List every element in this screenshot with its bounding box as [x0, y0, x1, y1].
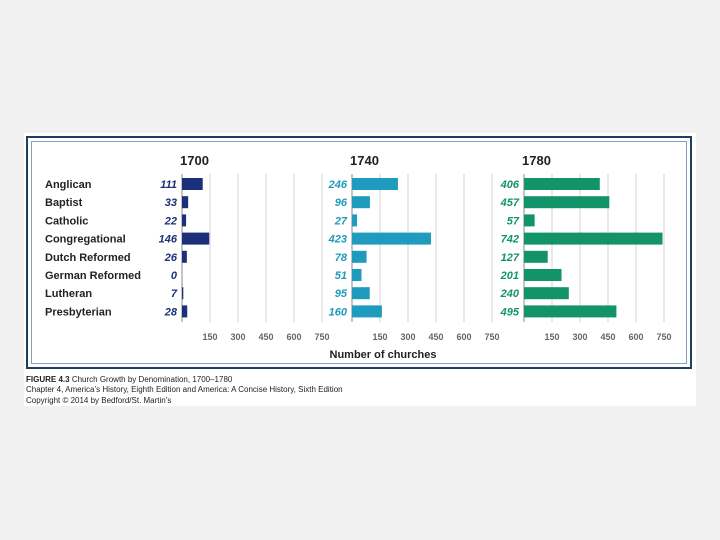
- category-label-german-reformed: German Reformed: [45, 270, 141, 282]
- x-tick-label-1780-600: 600: [628, 332, 644, 342]
- bar-1740-german-reformed: [352, 269, 362, 281]
- bar-1700-catholic: [182, 214, 186, 226]
- bar-1700-anglican: [182, 178, 203, 190]
- value-label-1780-congregational: 742: [500, 233, 519, 246]
- category-label-dutch-reformed: Dutch Reformed: [45, 251, 131, 264]
- bar-1740-presbyterian: [352, 305, 382, 317]
- value-label-1700-german-reformed: 0: [170, 270, 177, 282]
- category-label-congregational: Congregational: [45, 233, 126, 246]
- value-label-1740-catholic: 27: [334, 215, 347, 228]
- value-label-1780-lutheran: 240: [500, 288, 519, 301]
- value-label-1700-congregational: 146: [158, 233, 177, 246]
- bar-1700-presbyterian: [182, 305, 187, 317]
- x-tick-label-1740-450: 450: [428, 332, 444, 342]
- x-tick-label-1700-750: 750: [314, 332, 330, 342]
- bar-1700-baptist: [182, 196, 188, 208]
- bar-1780-lutheran: [524, 287, 569, 299]
- bar-1700-congregational: [182, 233, 209, 245]
- series-header-1700: 1700: [180, 153, 209, 168]
- chart-frame: [26, 136, 692, 369]
- bar-1780-anglican: [524, 178, 600, 190]
- series-header-1780: 1780: [522, 153, 551, 168]
- bar-1740-baptist: [352, 196, 370, 208]
- category-label-anglican: Anglican: [45, 179, 92, 191]
- value-label-1740-presbyterian: 160: [328, 306, 347, 319]
- value-label-1780-presbyterian: 495: [500, 306, 519, 319]
- caption-line-1: [26, 375, 343, 385]
- value-label-1700-dutch-reformed: 26: [164, 251, 177, 264]
- x-axis-title: Number of churches: [329, 349, 437, 361]
- value-label-1700-catholic: 22: [164, 215, 177, 228]
- figure-title: Church Growth by Denomination, 1700–1780: [71, 375, 233, 384]
- x-tick-label-1700-600: 600: [286, 332, 302, 342]
- bar-1700-lutheran: [182, 287, 183, 299]
- x-tick-label-1700-450: 450: [258, 332, 274, 342]
- category-label-catholic: Catholic: [45, 215, 89, 228]
- x-tick-label-1780-450: 450: [600, 332, 616, 342]
- category-label-baptist: Baptist: [45, 197, 83, 210]
- x-tick-label-1700-300: 300: [230, 332, 246, 342]
- x-tick-label-1780-300: 300: [572, 332, 588, 342]
- figure-caption: [26, 375, 343, 406]
- value-label-1780-anglican: 406: [500, 179, 519, 191]
- value-label-1740-baptist: 96: [334, 197, 347, 210]
- x-tick-label-1700-150: 150: [202, 332, 218, 342]
- value-label-1700-anglican: 111: [160, 179, 177, 191]
- value-label-1740-anglican: 246: [328, 179, 347, 191]
- series-header-1740: 1740: [350, 153, 379, 168]
- bar-1780-baptist: [524, 196, 609, 208]
- value-label-1700-presbyterian: 28: [164, 306, 177, 319]
- bar-1740-congregational: [352, 233, 431, 245]
- bar-1780-presbyterian: [524, 305, 616, 317]
- bar-1700-dutch-reformed: [182, 251, 187, 263]
- x-tick-label-1780-750: 750: [656, 332, 672, 342]
- category-label-lutheran: Lutheran: [45, 288, 93, 301]
- x-tick-label-1740-750: 750: [484, 332, 500, 342]
- value-label-1780-dutch-reformed: 127: [500, 251, 519, 264]
- value-label-1740-congregational: 423: [328, 233, 347, 246]
- caption-copyright: Copyright © 2014 by Bedford/St. Martin’s: [26, 395, 172, 405]
- value-label-1740-lutheran: 95: [334, 288, 347, 301]
- bar-1780-german-reformed: [524, 269, 562, 281]
- bar-1740-dutch-reformed: [352, 251, 367, 263]
- x-tick-label-1740-300: 300: [400, 332, 416, 342]
- value-label-1780-german-reformed: 201: [500, 270, 519, 282]
- bar-1780-dutch-reformed: [524, 251, 548, 263]
- value-label-1700-lutheran: 7: [170, 288, 177, 301]
- caption-line-2: Chapter 4, America’s History, Eighth Edition and America: A Concise History, Sixth Edition: [26, 385, 343, 395]
- value-label-1700-baptist: 33: [164, 197, 177, 210]
- church-growth-chart: [28, 138, 690, 367]
- value-label-1780-catholic: 57: [506, 215, 519, 228]
- x-tick-label-1740-150: 150: [372, 332, 388, 342]
- value-label-1740-dutch-reformed: 78: [334, 251, 347, 264]
- bar-1780-congregational: [524, 233, 663, 245]
- value-label-1780-baptist: 457: [500, 197, 519, 210]
- bar-1740-lutheran: [352, 287, 370, 299]
- value-label-1740-german-reformed: 51: [334, 270, 347, 282]
- x-tick-label-1740-600: 600: [456, 332, 472, 342]
- x-tick-label-1780-150: 150: [544, 332, 560, 342]
- figure-label: FIGURE 4.3: [26, 375, 70, 384]
- figure-card: [24, 133, 696, 406]
- bar-1780-catholic: [524, 214, 535, 226]
- bar-1740-catholic: [352, 214, 357, 226]
- bar-1740-anglican: [352, 178, 398, 190]
- category-label-presbyterian: Presbyterian: [45, 306, 112, 319]
